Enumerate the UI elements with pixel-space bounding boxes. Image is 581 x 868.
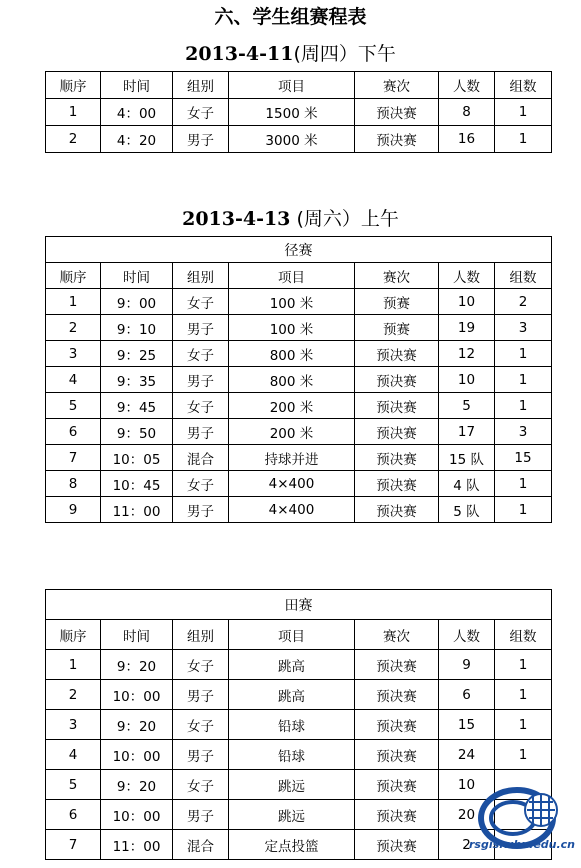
cell-round: 预赛 <box>355 289 439 315</box>
cell-count: 15 队 <box>439 445 495 471</box>
column-header-event: 项目 <box>229 620 355 650</box>
table-row <box>46 710 552 740</box>
session2-period: 上午 <box>360 208 399 230</box>
cell-group: 女子 <box>173 341 229 367</box>
cell-heats: 1 <box>495 99 552 126</box>
table-row <box>46 419 552 445</box>
column-header-group: 组别 <box>173 620 229 650</box>
column-header-event: 项目 <box>229 72 355 99</box>
cell-time: 9：00 <box>101 289 173 315</box>
cell-time: 11：00 <box>101 497 173 523</box>
cell-time: 9：45 <box>101 393 173 419</box>
cell-event: 4×400 <box>229 471 355 497</box>
cell-seq: 4 <box>46 367 101 393</box>
table-row <box>46 99 552 126</box>
table-row <box>46 315 552 341</box>
table-row <box>46 497 552 523</box>
cell-round: 预决赛 <box>355 800 439 830</box>
session1-period: 下午 <box>357 43 396 65</box>
cell-heats: 1 <box>495 126 552 153</box>
cell-seq: 3 <box>46 341 101 367</box>
table-row <box>46 445 552 471</box>
cell-time: 9：20 <box>101 770 173 800</box>
cell-time: 10：05 <box>101 445 173 471</box>
cell-group: 女子 <box>173 650 229 680</box>
cell-count: 20 <box>439 800 495 830</box>
cell-seq: 2 <box>46 126 101 153</box>
cell-round: 预决赛 <box>355 471 439 497</box>
session2-day: (周六） <box>290 208 361 230</box>
cell-count: 16 <box>439 126 495 153</box>
section-title: 径赛 <box>46 237 552 263</box>
section-title-row <box>46 237 552 263</box>
cell-group: 混合 <box>173 445 229 471</box>
table-row <box>46 289 552 315</box>
cell-seq: 2 <box>46 680 101 710</box>
column-header-count: 人数 <box>439 72 495 99</box>
watermark-logo <box>477 780 567 868</box>
column-header-heats: 组数 <box>495 620 552 650</box>
field-events-table <box>45 589 552 860</box>
cell-event: 4×400 <box>229 497 355 523</box>
session2-date: 2013-4-13 <box>182 208 291 230</box>
cell-time: 10：00 <box>101 800 173 830</box>
cell-group: 男子 <box>173 497 229 523</box>
cell-group: 混合 <box>173 830 229 860</box>
cell-group: 男子 <box>173 315 229 341</box>
cell-time: 9：20 <box>101 650 173 680</box>
cell-group: 女子 <box>173 393 229 419</box>
table-row <box>46 680 552 710</box>
cell-round: 预决赛 <box>355 367 439 393</box>
cell-heats: 1 <box>495 710 552 740</box>
column-header-group: 组别 <box>173 263 229 289</box>
cell-round: 预决赛 <box>355 830 439 860</box>
table-row <box>46 126 552 153</box>
cell-seq: 7 <box>46 830 101 860</box>
cell-time: 9：20 <box>101 710 173 740</box>
cell-count: 5 <box>439 393 495 419</box>
cell-heats: 1 <box>495 393 552 419</box>
watermark-text: rsgis.whu.edu.cn <box>468 838 576 851</box>
table-row <box>46 650 552 680</box>
column-header-time: 时间 <box>101 72 173 99</box>
table-row <box>46 770 552 800</box>
column-header-heats: 组数 <box>495 263 552 289</box>
cell-event: 100 米 <box>229 315 355 341</box>
cell-seq: 9 <box>46 497 101 523</box>
cell-round: 预决赛 <box>355 680 439 710</box>
session1-date: 2013-4-11 <box>185 43 294 65</box>
column-header-time: 时间 <box>101 263 173 289</box>
cell-seq: 6 <box>46 800 101 830</box>
cell-group: 女子 <box>173 471 229 497</box>
table-row <box>46 367 552 393</box>
cell-round: 预决赛 <box>355 497 439 523</box>
cell-event: 800 米 <box>229 367 355 393</box>
cell-seq: 1 <box>46 289 101 315</box>
cell-time: 9：35 <box>101 367 173 393</box>
column-header-seq: 顺序 <box>46 72 101 99</box>
cell-seq: 7 <box>46 445 101 471</box>
cell-group: 男子 <box>173 800 229 830</box>
cell-time: 10：45 <box>101 471 173 497</box>
cell-group: 男子 <box>173 419 229 445</box>
column-header-seq: 顺序 <box>46 263 101 289</box>
cell-group: 男子 <box>173 680 229 710</box>
cell-time: 9：10 <box>101 315 173 341</box>
cell-seq: 1 <box>46 99 101 126</box>
cell-event: 跳远 <box>229 770 355 800</box>
header-row <box>46 263 552 289</box>
cell-event: 定点投篮 <box>229 830 355 860</box>
cell-heats: 3 <box>495 315 552 341</box>
column-header-event: 项目 <box>229 263 355 289</box>
cell-round: 预决赛 <box>355 126 439 153</box>
table-row <box>46 393 552 419</box>
cell-time: 9：25 <box>101 341 173 367</box>
cell-seq: 5 <box>46 393 101 419</box>
cell-group: 女子 <box>173 289 229 315</box>
cell-round: 预决赛 <box>355 740 439 770</box>
cell-round: 预决赛 <box>355 770 439 800</box>
cell-round: 预赛 <box>355 315 439 341</box>
cell-group: 女子 <box>173 99 229 126</box>
cell-event: 跳高 <box>229 650 355 680</box>
cell-seq: 8 <box>46 471 101 497</box>
session2-heading <box>0 204 581 231</box>
cell-time: 10：00 <box>101 740 173 770</box>
cell-heats: 1 <box>495 740 552 770</box>
cell-heats: 1 <box>495 341 552 367</box>
table-row <box>46 471 552 497</box>
column-header-round: 赛次 <box>355 620 439 650</box>
cell-count: 8 <box>439 99 495 126</box>
cell-count: 15 <box>439 710 495 740</box>
cell-count: 17 <box>439 419 495 445</box>
cell-event: 100 米 <box>229 289 355 315</box>
table-row <box>46 341 552 367</box>
cell-time: 4：00 <box>101 99 173 126</box>
cell-round: 预决赛 <box>355 445 439 471</box>
cell-heats: 15 <box>495 445 552 471</box>
table-row <box>46 800 552 830</box>
cell-round: 预决赛 <box>355 341 439 367</box>
section-title-row <box>46 590 552 620</box>
cell-event: 1500 米 <box>229 99 355 126</box>
column-header-count: 人数 <box>439 263 495 289</box>
cell-group: 男子 <box>173 126 229 153</box>
cell-round: 预决赛 <box>355 393 439 419</box>
cell-seq: 1 <box>46 650 101 680</box>
cell-group: 男子 <box>173 740 229 770</box>
cell-heats: 1 <box>495 497 552 523</box>
cell-count: 12 <box>439 341 495 367</box>
cell-heats: 1 <box>495 367 552 393</box>
section-title: 田赛 <box>46 590 552 620</box>
cell-count: 6 <box>439 680 495 710</box>
cell-event: 800 米 <box>229 341 355 367</box>
cell-time: 11：00 <box>101 830 173 860</box>
cell-count: 10 <box>439 770 495 800</box>
column-header-time: 时间 <box>101 620 173 650</box>
cell-count: 10 <box>439 367 495 393</box>
column-header-round: 赛次 <box>355 263 439 289</box>
column-header-heats: 组数 <box>495 72 552 99</box>
cell-seq: 6 <box>46 419 101 445</box>
cell-heats: 3 <box>495 419 552 445</box>
cell-round: 预决赛 <box>355 99 439 126</box>
table-row <box>46 740 552 770</box>
column-header-seq: 顺序 <box>46 620 101 650</box>
cell-time: 4：20 <box>101 126 173 153</box>
cell-heats: 1 <box>495 680 552 710</box>
cell-heats: 2 <box>495 289 552 315</box>
cell-count: 5 队 <box>439 497 495 523</box>
cell-time: 9：50 <box>101 419 173 445</box>
cell-seq: 3 <box>46 710 101 740</box>
cell-event: 持球并进 <box>229 445 355 471</box>
column-header-count: 人数 <box>439 620 495 650</box>
header-row <box>46 620 552 650</box>
column-header-group: 组别 <box>173 72 229 99</box>
cell-time: 10：00 <box>101 680 173 710</box>
cell-event: 3000 米 <box>229 126 355 153</box>
cell-event: 200 米 <box>229 419 355 445</box>
cell-count: 9 <box>439 650 495 680</box>
cell-group: 男子 <box>173 367 229 393</box>
cell-group: 女子 <box>173 770 229 800</box>
cell-count: 2 <box>439 830 495 860</box>
cell-round: 预决赛 <box>355 650 439 680</box>
cell-count: 24 <box>439 740 495 770</box>
header-row <box>46 72 552 99</box>
cell-heats: 1 <box>495 650 552 680</box>
cell-heats: 1 <box>495 471 552 497</box>
cell-event: 铅球 <box>229 710 355 740</box>
session1-heading <box>0 39 581 66</box>
track-events-table <box>45 236 552 523</box>
session1-table <box>45 71 552 153</box>
cell-count: 10 <box>439 289 495 315</box>
cell-round: 预决赛 <box>355 419 439 445</box>
cell-seq: 2 <box>46 315 101 341</box>
cell-event: 跳高 <box>229 680 355 710</box>
cell-event: 铅球 <box>229 740 355 770</box>
column-header-round: 赛次 <box>355 72 439 99</box>
cell-seq: 5 <box>46 770 101 800</box>
cell-event: 跳远 <box>229 800 355 830</box>
cell-event: 200 米 <box>229 393 355 419</box>
cell-round: 预决赛 <box>355 710 439 740</box>
page-title: 六、学生组赛程表 <box>214 6 367 28</box>
cell-group: 女子 <box>173 710 229 740</box>
cell-count: 19 <box>439 315 495 341</box>
cell-count: 4 队 <box>439 471 495 497</box>
cell-seq: 4 <box>46 740 101 770</box>
session1-day: (周四） <box>293 43 358 65</box>
